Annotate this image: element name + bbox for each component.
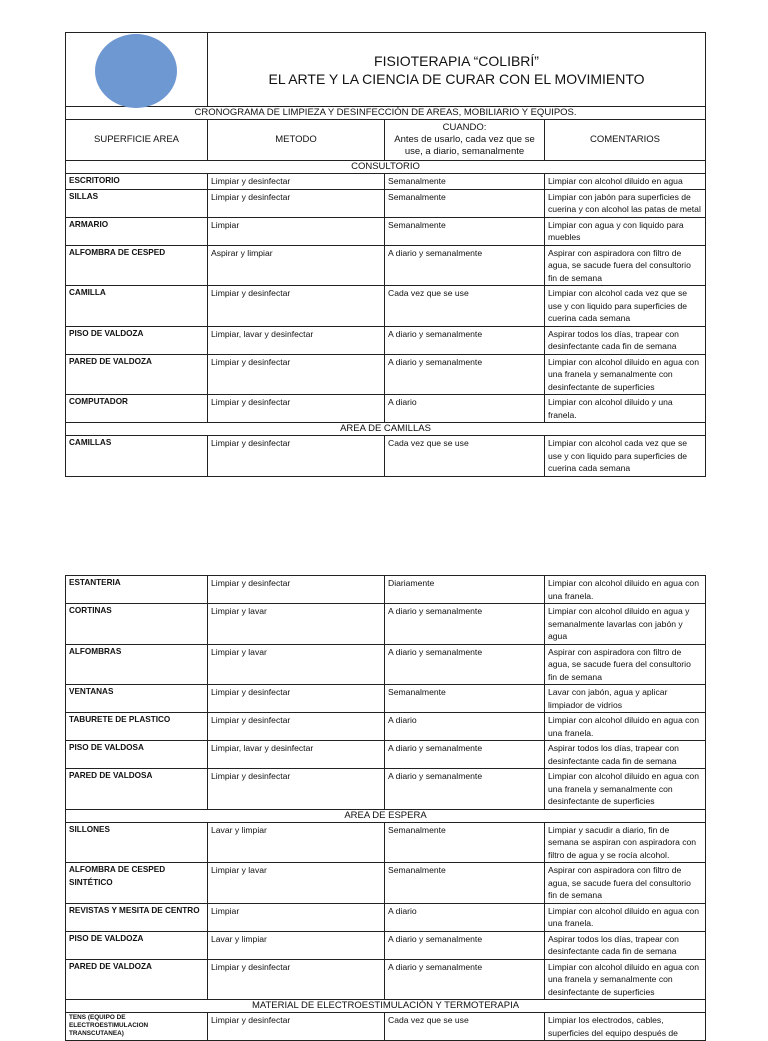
cell-area: ESCRITORIO <box>66 174 208 190</box>
cell-comment: Lavar con jabón, agua y aplicar limpiador de vidrios <box>545 685 706 713</box>
cell-comment: Limpiar con alcohol diluido en agua con una franela. <box>545 903 706 931</box>
col-header-method: METODO <box>208 120 385 161</box>
cell-comment: Limpiar con alcohol cada vez que se use y con liquido para superficies de cuerina cada semana <box>545 286 706 327</box>
cell-method: Limpiar, lavar y desinfectar <box>208 741 385 769</box>
table-row <box>66 931 706 959</box>
cell-comment: Limpiar con alcohol diluido y una franela. <box>545 395 706 423</box>
schedule-title: CRONOGRAMA DE LIMPIEZA Y DESINFECCIÓN DE AREAS, MOBILIARIO Y EQUIPOS. <box>66 107 706 120</box>
cell-when: Diariamente <box>385 576 545 604</box>
table-row <box>66 189 706 217</box>
cell-comment: Limpiar con alcohol diluido en agua con una franela y semanalmente con desinfectante de superficies <box>545 959 706 1000</box>
cell-method: Limpiar y desinfectar <box>208 685 385 713</box>
cell-comment: Limpiar y sacudir a diario, fin de semana se aspiran con aspiradora con filtro de agua y se rocía alcohol. <box>545 822 706 863</box>
cell-when: A diario y semanalmente <box>385 354 545 395</box>
table-row <box>66 245 706 286</box>
section-camillas: AREA DE CAMILLAS <box>66 423 706 436</box>
cell-area: ESTANTERIA <box>66 576 208 604</box>
cell-area: COMPUTADOR <box>66 395 208 423</box>
cell-method: Limpiar y lavar <box>208 604 385 645</box>
cell-when: Semanalmente <box>385 174 545 190</box>
cell-method: Limpiar y desinfectar <box>208 713 385 741</box>
cell-when: A diario <box>385 903 545 931</box>
col-header-comments: COMENTARIOS <box>545 120 706 161</box>
table-row <box>66 822 706 863</box>
cell-area: ALFOMBRA DE CESPED SINTÉTICO <box>66 863 208 904</box>
table-row <box>66 286 706 327</box>
cell-comment: Limpiar con alcohol diluido en agua <box>545 174 706 190</box>
cell-area: CAMILLA <box>66 286 208 327</box>
when-subtitle: Antes de usarlo, cada vez que se use, a diario, semanalmente <box>394 134 535 157</box>
cell-comment: Limpiar con agua y con liquido para muebles <box>545 217 706 245</box>
cell-method: Limpiar y desinfectar <box>208 959 385 1000</box>
cell-comment: Aspirar todos los días, trapear con desinfectante cada fin de semana <box>545 326 706 354</box>
cell-method: Limpiar y lavar <box>208 644 385 685</box>
cell-method: Limpiar y desinfectar <box>208 1013 385 1041</box>
cell-when: Cada vez que se use <box>385 1013 545 1041</box>
cell-comment: Aspirar todos los días, trapear con desinfectante cada fin de semana <box>545 931 706 959</box>
cell-when: Semanalmente <box>385 685 545 713</box>
cell-when: A diario <box>385 395 545 423</box>
col-header-area: SUPERFICIE AREA <box>66 120 208 161</box>
section-espera: AREA DE ESPERA <box>66 809 706 822</box>
cell-comment: Limpiar con alcohol diluido en agua y semanalmente lavarlas con jabón y agua <box>545 604 706 645</box>
cleaning-schedule-table-part2 <box>65 575 706 1041</box>
cell-comment: Limpiar con alcohol cada vez que se use y con liquido para superficies de cuerina cada semana <box>545 436 706 477</box>
cleaning-schedule-table-part1 <box>65 32 706 477</box>
cell-method: Limpiar <box>208 217 385 245</box>
cell-area: SILLONES <box>66 822 208 863</box>
cell-comment: Limpiar los electrodos, cables, superficies del equipo después de <box>545 1013 706 1041</box>
cell-area: PISO DE VALDOZA <box>66 326 208 354</box>
table-row <box>66 863 706 904</box>
cell-comment: Limpiar con alcohol diluido en agua con una franela. <box>545 713 706 741</box>
table-row <box>66 436 706 477</box>
logo-circle-icon <box>95 34 177 108</box>
table-row <box>66 354 706 395</box>
cell-when: Semanalmente <box>385 189 545 217</box>
cell-area: PISO DE VALDOZA <box>66 931 208 959</box>
cell-area: ARMARIO <box>66 217 208 245</box>
col-header-when <box>385 120 545 161</box>
cell-comment: Aspirar todos los días, trapear con desinfectante cada fin de semana <box>545 741 706 769</box>
cell-method: Limpiar y desinfectar <box>208 174 385 190</box>
cell-when: A diario y semanalmente <box>385 931 545 959</box>
cell-method: Aspirar y limpiar <box>208 245 385 286</box>
table-row <box>66 959 706 1000</box>
cell-when: A diario y semanalmente <box>385 644 545 685</box>
table-row <box>66 174 706 190</box>
cell-when: Cada vez que se use <box>385 286 545 327</box>
cell-when: A diario y semanalmente <box>385 604 545 645</box>
cell-method: Limpiar y desinfectar <box>208 395 385 423</box>
cell-area: ALFOMBRAS <box>66 644 208 685</box>
cell-when: Cada vez que se use <box>385 436 545 477</box>
cell-when: A diario <box>385 713 545 741</box>
cell-area: CAMILLAS <box>66 436 208 477</box>
title-line-2: EL ARTE Y LA CIENCIA DE CURAR CON EL MOVIMIENTO <box>268 70 645 87</box>
cell-when: A diario y semanalmente <box>385 326 545 354</box>
cell-comment: Limpiar con jabón para superficies de cuerina y con alcohol las patas de metal <box>545 189 706 217</box>
table-row <box>66 604 706 645</box>
cell-method: Lavar y limpiar <box>208 931 385 959</box>
table-row <box>66 576 706 604</box>
cell-method: Limpiar y desinfectar <box>208 436 385 477</box>
table-row <box>66 395 706 423</box>
cell-when: Semanalmente <box>385 217 545 245</box>
cell-method: Limpiar y desinfectar <box>208 189 385 217</box>
cell-area: SILLAS <box>66 189 208 217</box>
cell-area: PARED DE VALDOZA <box>66 354 208 395</box>
section-electro: MATERIAL DE ELECTROESTIMULACIÓN Y TERMOTERAPIA <box>66 1000 706 1013</box>
cell-comment: Limpiar con alcohol diluido en agua con una franela. <box>545 576 706 604</box>
table-row <box>66 326 706 354</box>
cell-area: TENS (EQUIPO DE ELECTROESTIMULACION TRANSCUTANEA) <box>66 1013 208 1041</box>
when-title: CUANDO: <box>442 122 487 133</box>
cell-method: Limpiar y desinfectar <box>208 769 385 810</box>
cell-comment: Aspirar con aspiradora con filtro de agua, se sacude fuera del consultorio fin de semana <box>545 245 706 286</box>
cell-when: A diario y semanalmente <box>385 741 545 769</box>
cell-comment: Aspirar con aspiradora con filtro de agua, se sacude fuera del consultorio fin de semana <box>545 644 706 685</box>
table-row <box>66 1013 706 1041</box>
section-consultorio: CONSULTORIO <box>66 161 706 174</box>
cell-method: Lavar y limpiar <box>208 822 385 863</box>
title-line-1: FISIOTERAPIA “COLIBRÍ” <box>374 52 539 69</box>
cell-when: Semanalmente <box>385 863 545 904</box>
cell-when: A diario y semanalmente <box>385 959 545 1000</box>
cell-area: VENTANAS <box>66 685 208 713</box>
cell-method: Limpiar y desinfectar <box>208 354 385 395</box>
cell-method: Limpiar y desinfectar <box>208 286 385 327</box>
table-row <box>66 741 706 769</box>
cell-area: PARED DE VALDOSA <box>66 769 208 810</box>
cell-area: REVISTAS Y MESITA DE CENTRO <box>66 903 208 931</box>
cell-when: A diario y semanalmente <box>385 245 545 286</box>
cell-when: Semanalmente <box>385 822 545 863</box>
table-row <box>66 903 706 931</box>
cell-area: CORTINAS <box>66 604 208 645</box>
table-row <box>66 769 706 810</box>
cell-method: Limpiar <box>208 903 385 931</box>
table-row <box>66 685 706 713</box>
cell-method: Limpiar y desinfectar <box>208 576 385 604</box>
cell-comment: Aspirar con aspiradora con filtro de agua, se sacude fuera del consultorio fin de semana <box>545 863 706 904</box>
cell-area: ALFOMBRA DE CESPED <box>66 245 208 286</box>
table-row <box>66 217 706 245</box>
page-title <box>208 33 706 107</box>
cell-when: A diario y semanalmente <box>385 769 545 810</box>
cell-method: Limpiar y lavar <box>208 863 385 904</box>
table-row <box>66 644 706 685</box>
cell-area: PARED DE VALDOZA <box>66 959 208 1000</box>
cell-area: PISO DE VALDOSA <box>66 741 208 769</box>
cell-comment: Limpiar con alcohol diluido en agua con una franela y semanalmente con desinfectante de superficies <box>545 769 706 810</box>
cell-method: Limpiar, lavar y desinfectar <box>208 326 385 354</box>
logo-cell <box>66 33 208 107</box>
cell-area: TABURETE DE PLASTICO <box>66 713 208 741</box>
cell-comment: Limpiar con alcohol diluido en agua con una franela y semanalmente con desinfectante de superficies <box>545 354 706 395</box>
table-row <box>66 713 706 741</box>
